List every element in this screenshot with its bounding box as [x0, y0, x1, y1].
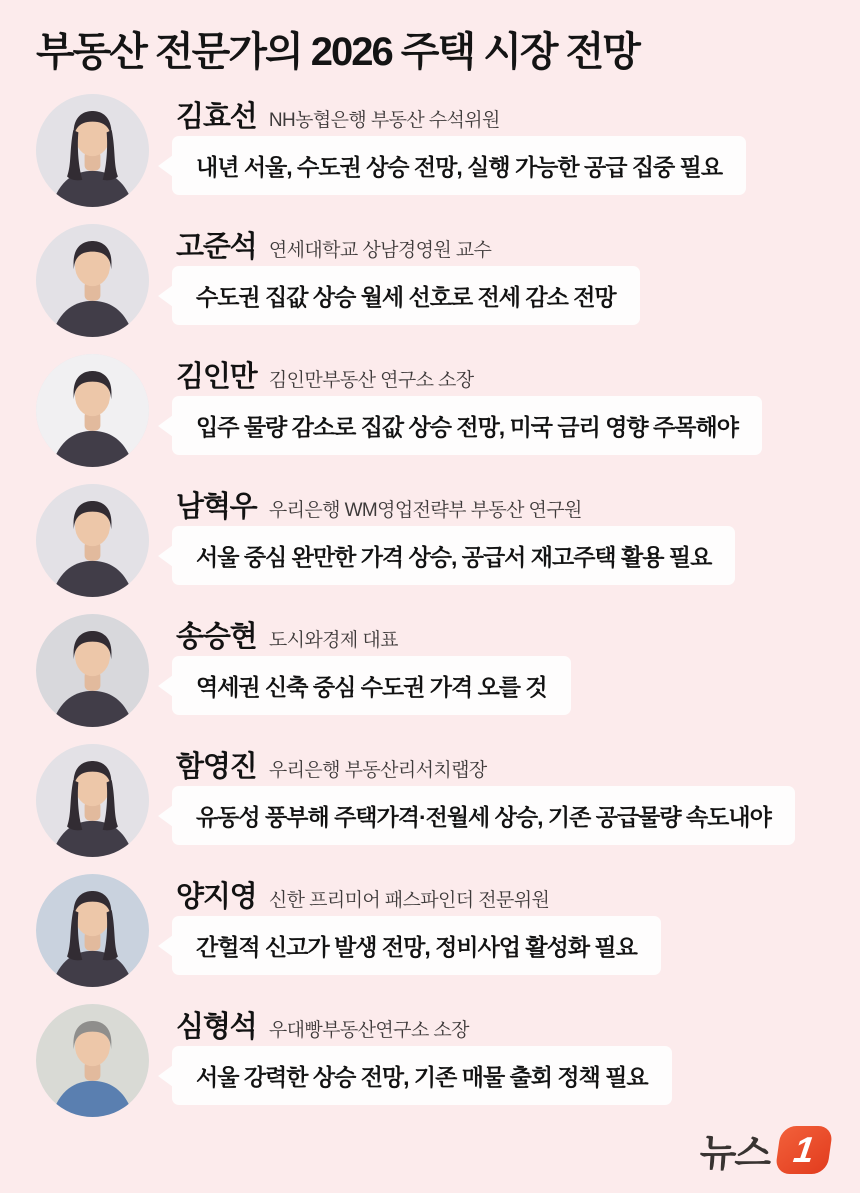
news1-logo-badge-number: 1 — [791, 1128, 817, 1170]
expert-byline — [176, 102, 500, 134]
expert-affiliation: 도시와경제 대표 — [268, 630, 398, 651]
quote-bubble — [172, 656, 571, 715]
quote-text: 내년 서울, 수도권 상승 전망, 실행 가능한 공급 집중 필요 — [196, 154, 723, 180]
expert-affiliation: 우리은행 WM영업전략부 부동산 연구원 — [268, 500, 582, 521]
expert-affiliation: 우리은행 부동산리서치랩장 — [268, 760, 487, 781]
quote-bubble — [172, 786, 795, 845]
quote-text: 역세권 신축 중심 수도권 가격 오를 것 — [196, 674, 547, 700]
avatar — [36, 744, 149, 857]
expert-byline — [176, 882, 549, 914]
avatar — [36, 1004, 149, 1117]
expert-byline — [176, 362, 474, 394]
expert-affiliation: 연세대학교 상남경영원 교수 — [268, 240, 492, 261]
expert-byline — [176, 622, 398, 654]
avatar — [36, 94, 149, 207]
quote-text: 서울 중심 완만한 가격 상승, 공급서 재고주택 활용 필요 — [196, 544, 712, 570]
avatar — [36, 224, 149, 337]
news1-logo-text: 뉴스 — [697, 1133, 772, 1175]
expert-name: 고준석 — [176, 231, 257, 263]
quote-bubble — [172, 1046, 672, 1105]
expert-list — [0, 90, 860, 1130]
expert-row — [0, 1000, 860, 1130]
expert-byline — [176, 492, 582, 524]
page-title: 부동산 전문가의 2026 주택 시장 전망 — [36, 30, 639, 74]
expert-name: 송승현 — [176, 621, 257, 653]
person-portrait-icon — [36, 874, 149, 987]
person-portrait-icon — [36, 1004, 149, 1117]
expert-row — [0, 220, 860, 350]
expert-row — [0, 610, 860, 740]
expert-row — [0, 480, 860, 610]
expert-name: 김효선 — [176, 101, 257, 133]
expert-name: 김인만 — [176, 361, 257, 393]
avatar — [36, 614, 149, 727]
expert-row — [0, 90, 860, 220]
quote-bubble — [172, 266, 640, 325]
expert-byline — [176, 232, 491, 264]
expert-affiliation: 우대빵부동산연구소 소장 — [268, 1020, 469, 1041]
expert-byline — [176, 752, 487, 784]
quote-text: 유동성 풍부해 주택가격·전월세 상승, 기존 공급물량 속도내야 — [196, 804, 771, 830]
quote-bubble — [172, 396, 762, 455]
expert-name: 양지영 — [176, 881, 257, 913]
quote-text: 입주 물량 감소로 집값 상승 전망, 미국 금리 영향 주목해야 — [196, 414, 738, 440]
person-portrait-icon — [36, 354, 149, 467]
expert-byline — [176, 1012, 469, 1044]
expert-affiliation: 신한 프리미어 패스파인더 전문위원 — [268, 890, 550, 911]
person-portrait-icon — [36, 484, 149, 597]
quote-text: 수도권 집값 상승 월세 선호로 전세 감소 전망 — [196, 284, 616, 310]
avatar — [36, 484, 149, 597]
person-portrait-icon — [36, 614, 149, 727]
avatar — [36, 874, 149, 987]
quote-text: 간헐적 신고가 발생 전망, 정비사업 활성화 필요 — [196, 934, 637, 960]
quote-bubble — [172, 916, 661, 975]
avatar — [36, 354, 149, 467]
expert-affiliation: NH농협은행 부동산 수석위원 — [268, 110, 500, 131]
news1-logo — [697, 1122, 830, 1177]
expert-row — [0, 740, 860, 870]
news1-logo-badge-icon — [775, 1126, 834, 1174]
quote-bubble — [172, 136, 746, 195]
person-portrait-icon — [36, 744, 149, 857]
expert-affiliation: 김인만부동산 연구소 소장 — [268, 370, 474, 391]
expert-name: 함영진 — [176, 751, 257, 783]
person-portrait-icon — [36, 94, 149, 207]
person-portrait-icon — [36, 224, 149, 337]
expert-row — [0, 350, 860, 480]
expert-name: 남혁우 — [176, 491, 257, 523]
expert-name: 심형석 — [176, 1011, 257, 1043]
quote-bubble — [172, 526, 735, 585]
quote-text: 서울 강력한 상승 전망, 기존 매물 출회 정책 필요 — [196, 1064, 648, 1090]
expert-row — [0, 870, 860, 1000]
